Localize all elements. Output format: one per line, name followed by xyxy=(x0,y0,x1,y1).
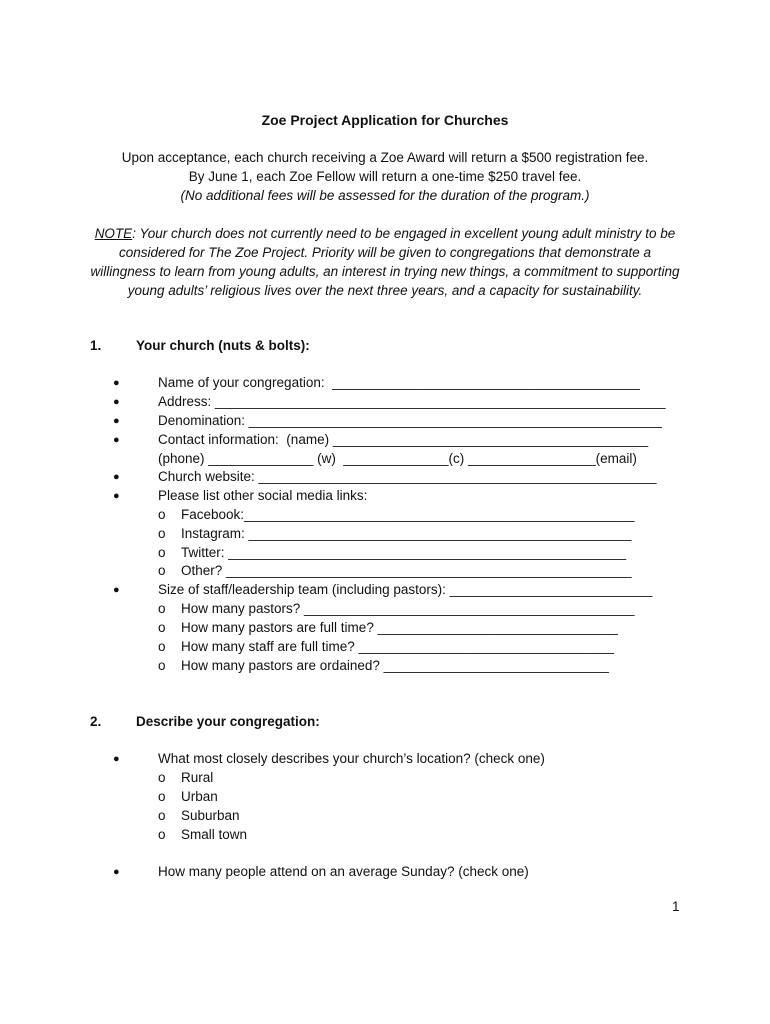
note-text: : Your church does not currently need to be engaged in excellent young adult ministry to be considered for The Zoe Project. Priority will be given to congregations that demonstrate a willingness to learn from young adults, an interest in trying new things, a commitment to supporting young adults’ religious lives over the next three years, and a capacity for sustainability. xyxy=(90,226,680,298)
section-1-heading xyxy=(90,338,310,353)
sub-bullet-icon: o xyxy=(158,601,166,616)
ordained-pastors-field[interactable]: How many pastors are ordained? ______________________________ xyxy=(181,658,609,673)
staff-size-field[interactable]: Size of staff/leadership team (including pastors): ___________________________ xyxy=(158,582,653,597)
other-social-field[interactable]: Other? ______________________________________________________ xyxy=(181,563,632,578)
fulltime-staff-field[interactable]: How many staff are full time? __________________________________ xyxy=(181,639,614,654)
sub-bullet-icon: o xyxy=(158,526,166,541)
option-urban: Urban xyxy=(181,789,218,804)
section-1-number: 1. xyxy=(90,338,102,353)
bullet-icon: ● xyxy=(113,471,120,483)
checkbox-option-icon[interactable]: o xyxy=(158,808,166,823)
sub-bullet-icon: o xyxy=(158,639,166,654)
option-small-town: Small town xyxy=(181,827,248,842)
bullet-icon: ● xyxy=(113,415,120,427)
sub-bullet-icon: o xyxy=(158,545,166,560)
pastors-count-field[interactable]: How many pastors? ____________________________________________ xyxy=(181,601,635,616)
sub-bullet-icon: o xyxy=(158,507,166,522)
instagram-field[interactable]: Instagram: ___________________________________________________ xyxy=(181,526,632,541)
section-1-title: Your church (nuts & bolts): xyxy=(136,338,310,353)
congregation-name-field[interactable]: Name of your congregation: _________________________________________ xyxy=(158,375,640,390)
checkbox-option-icon[interactable]: o xyxy=(158,770,166,785)
website-field[interactable]: Church website: _____________________________________________________ xyxy=(158,469,657,484)
section-2-title: Describe your congregation: xyxy=(136,714,320,729)
section-2-heading xyxy=(90,714,320,729)
twitter-field[interactable]: Twitter: _____________________________________________________ xyxy=(181,545,627,560)
location-question: What most closely describes your church’s location? (check one) xyxy=(158,751,545,766)
social-links-label: Please list other social media links: xyxy=(158,488,368,503)
sub-bullet-icon: o xyxy=(158,658,166,673)
option-suburban: Suburban xyxy=(181,808,240,823)
checkbox-option-icon[interactable]: o xyxy=(158,789,166,804)
section-2-number: 2. xyxy=(90,714,102,729)
note-label: NOTE xyxy=(94,226,133,241)
address-field[interactable]: Address: ____________________________________________________________ xyxy=(158,394,666,409)
note-paragraph xyxy=(90,224,680,300)
checkbox-option-icon[interactable]: o xyxy=(158,827,166,842)
denomination-field[interactable]: Denomination: _______________________________________________________ xyxy=(158,413,662,428)
option-rural: Rural xyxy=(181,770,214,785)
contact-phone-fields[interactable]: (phone) ______________ (w) ______________(c) _________________(email) xyxy=(158,451,637,466)
sub-bullet-icon: o xyxy=(158,620,166,635)
contact-name-field[interactable]: Contact information: (name) __________________________________________ xyxy=(158,432,649,447)
intro-line-3: (No additional fees will be assessed for the duration of the program.) xyxy=(180,188,590,203)
facebook-field[interactable]: Facebook:____________________________________________________ xyxy=(181,507,635,522)
page-number: 1 xyxy=(672,899,680,914)
bullet-icon: ● xyxy=(113,584,120,596)
bullet-icon: ● xyxy=(113,866,120,878)
intro-line-2: By June 1, each Zoe Fellow will return a one-time $250 travel fee. xyxy=(188,169,582,184)
sub-bullet-icon: o xyxy=(158,563,166,578)
intro-line-1: Upon acceptance, each church receiving a Zoe Award will return a $500 registration fee. xyxy=(121,150,649,165)
bullet-icon: ● xyxy=(113,434,120,446)
fulltime-pastors-field[interactable]: How many pastors are full time? ________________________________ xyxy=(181,620,618,635)
attendance-question: How many people attend on an average Sunday? (check one) xyxy=(158,864,529,879)
bullet-icon: ● xyxy=(113,490,120,502)
page-title: Zoe Project Application for Churches xyxy=(261,112,509,128)
bullet-icon: ● xyxy=(113,377,120,389)
bullet-icon: ● xyxy=(113,753,120,765)
bullet-icon: ● xyxy=(113,396,120,408)
